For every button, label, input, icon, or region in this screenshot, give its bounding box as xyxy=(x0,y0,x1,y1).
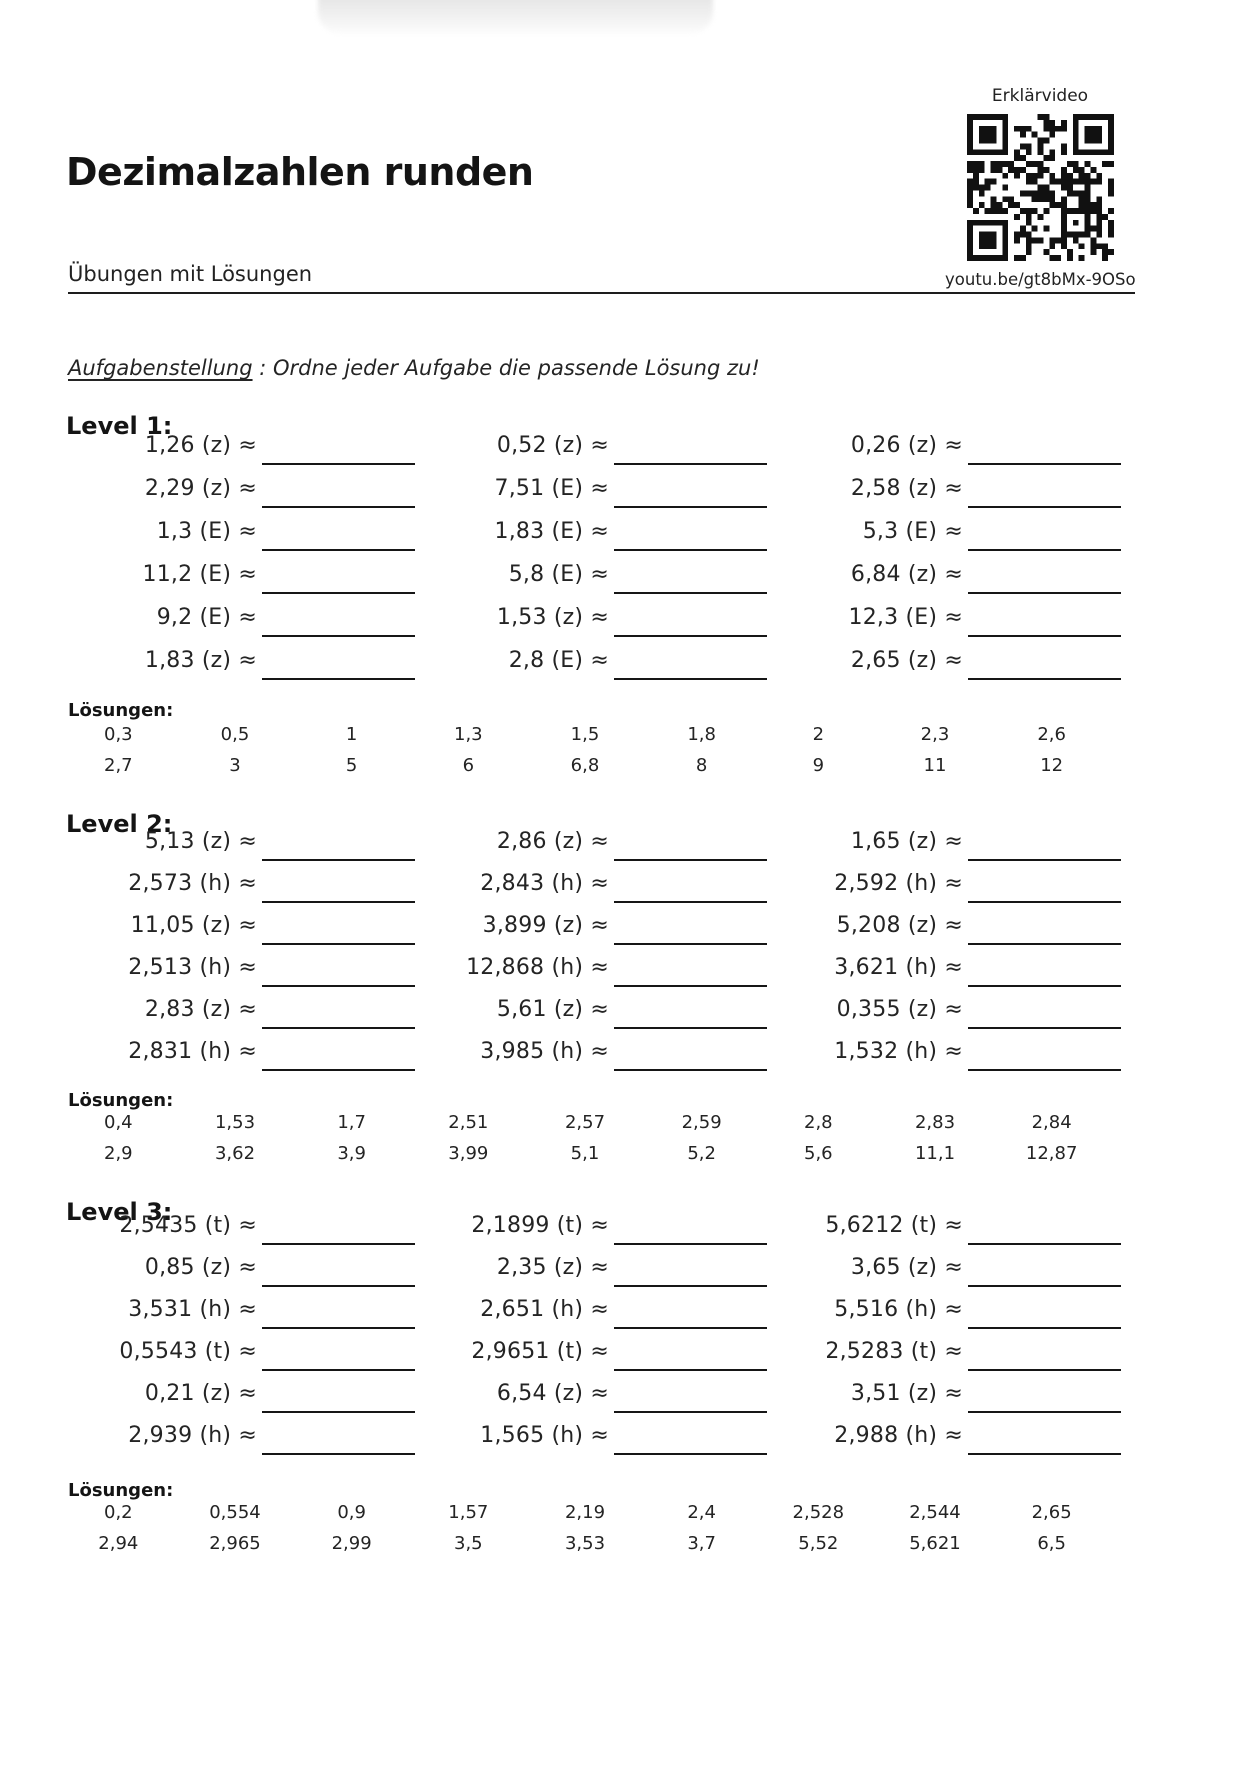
solution-value: 0,4 xyxy=(104,1112,133,1133)
answer-blank xyxy=(968,1027,1121,1029)
exercise-label: 2,988 (h) ≈ xyxy=(834,1423,963,1448)
exercise-label: 3,531 (h) ≈ xyxy=(128,1297,257,1322)
solution-value: 3,9 xyxy=(337,1143,366,1164)
exercise-column xyxy=(420,1206,767,1458)
answer-blank xyxy=(614,1027,767,1029)
exercise-label: 3,65 (z) ≈ xyxy=(850,1255,963,1280)
page-title: Dezimalzahlen runden xyxy=(66,150,534,194)
answer-blank xyxy=(614,1327,767,1329)
exercise-row xyxy=(774,990,1121,1032)
exercise-label: 2,513 (h) ≈ xyxy=(128,955,257,980)
answer-blank xyxy=(968,463,1121,465)
solutions-grid xyxy=(60,1502,1110,1554)
exercise-label: 2,65 (z) ≈ xyxy=(850,648,963,673)
exercise-label: 3,899 (z) ≈ xyxy=(482,913,609,938)
solution-value: 6,5 xyxy=(1037,1533,1066,1554)
answer-blank xyxy=(968,1369,1121,1371)
answer-blank xyxy=(262,592,415,594)
exercise-label: 2,939 (h) ≈ xyxy=(128,1423,257,1448)
answer-blank xyxy=(262,1411,415,1413)
exercise-row xyxy=(420,597,767,640)
solution-value: 5,52 xyxy=(798,1533,839,1554)
exercise-row xyxy=(420,640,767,683)
exercise-label: 2,592 (h) ≈ xyxy=(834,871,963,896)
solution-value: 12,87 xyxy=(1025,1143,1078,1164)
answer-blank xyxy=(614,859,767,861)
exercise-label: 12,868 (h) ≈ xyxy=(466,955,609,980)
answer-blank xyxy=(614,1369,767,1371)
exercise-row xyxy=(420,425,767,468)
answer-blank xyxy=(968,1411,1121,1413)
solution-value: 3 xyxy=(229,755,241,776)
solution-value: 0,5 xyxy=(220,724,250,745)
exercise-row xyxy=(420,1206,767,1248)
exercise-label: 1,65 (z) ≈ xyxy=(850,829,963,854)
answer-blank xyxy=(614,1069,767,1071)
exercise-label: 0,52 (z) ≈ xyxy=(496,433,609,458)
solution-value: 2,83 xyxy=(914,1112,956,1133)
exercise-label: 2,8 (E) ≈ xyxy=(508,648,609,673)
exercise-row xyxy=(68,990,415,1032)
answer-blank xyxy=(614,1243,767,1245)
answer-blank xyxy=(968,1285,1121,1287)
solution-value: 5,621 xyxy=(909,1533,961,1554)
exercise-row xyxy=(68,425,415,468)
solution-value: 2,57 xyxy=(564,1112,606,1133)
instruction-text: : Ordne jeder Aufgabe die passende Lösung zu! xyxy=(252,356,760,380)
answer-blank xyxy=(614,463,767,465)
exercise-row xyxy=(68,554,415,597)
exercise-row xyxy=(420,822,767,864)
solutions-grid xyxy=(60,1112,1110,1164)
answer-blank xyxy=(262,1069,415,1071)
exercise-label: 0,355 (z) ≈ xyxy=(836,997,963,1022)
exercise-row xyxy=(774,906,1121,948)
solutions-label: Lösungen: xyxy=(68,1090,174,1111)
answer-blank xyxy=(262,901,415,903)
exercise-row xyxy=(774,948,1121,990)
exercise-row xyxy=(68,1290,415,1332)
exercise-row xyxy=(420,1290,767,1332)
answer-blank xyxy=(262,635,415,637)
exercise-column xyxy=(68,425,415,683)
exercise-row xyxy=(68,511,415,554)
exercise-label: 5,6212 (t) ≈ xyxy=(825,1213,963,1238)
solution-value: 5,6 xyxy=(804,1143,833,1164)
answer-blank xyxy=(968,506,1121,508)
solution-value: 2,544 xyxy=(909,1502,961,1523)
answer-blank xyxy=(262,549,415,551)
instruction-label: Aufgabenstellung xyxy=(68,356,253,380)
exercise-row xyxy=(774,822,1121,864)
exercise-row xyxy=(774,425,1121,468)
solution-value: 1,3 xyxy=(454,724,483,745)
level-heading: Level 1: xyxy=(66,412,173,440)
qr-code-icon xyxy=(967,114,1114,261)
solution-value: 3,53 xyxy=(564,1533,606,1554)
answer-blank xyxy=(968,1453,1121,1455)
answer-blank xyxy=(262,859,415,861)
exercise-label: 0,26 (z) ≈ xyxy=(850,433,963,458)
exercise-column xyxy=(774,425,1121,683)
answer-blank xyxy=(968,678,1121,680)
answer-blank xyxy=(968,592,1121,594)
exercise-label: 2,1899 (t) ≈ xyxy=(471,1213,609,1238)
solution-value: 3,7 xyxy=(687,1533,716,1554)
exercise-row xyxy=(420,1416,767,1458)
answer-blank xyxy=(262,1285,415,1287)
solution-value: 11,1 xyxy=(914,1143,956,1164)
exercise-column xyxy=(774,1206,1121,1458)
solution-value: 8 xyxy=(695,755,708,776)
exercise-row xyxy=(68,1206,415,1248)
solution-value: 1,8 xyxy=(687,724,716,745)
solutions-label: Lösungen: xyxy=(68,700,174,721)
solution-value: 2,8 xyxy=(804,1112,833,1133)
answer-blank xyxy=(262,678,415,680)
exercise-label: 5,61 (z) ≈ xyxy=(496,997,609,1022)
answer-blank xyxy=(262,1369,415,1371)
exercise-row xyxy=(774,1206,1121,1248)
exercise-column xyxy=(68,822,415,1074)
solution-value: 1,57 xyxy=(448,1502,489,1523)
answer-blank xyxy=(614,901,767,903)
exercise-row xyxy=(420,554,767,597)
answer-blank xyxy=(262,463,415,465)
solutions-grid xyxy=(60,724,1110,776)
exercise-label: 2,831 (h) ≈ xyxy=(128,1039,257,1064)
solution-value: 3,62 xyxy=(214,1143,256,1164)
solution-value: 5 xyxy=(345,755,358,776)
exercise-label: 2,9651 (t) ≈ xyxy=(471,1339,609,1364)
exercise-label: 1,3 (E) ≈ xyxy=(156,519,257,544)
exercise-label: 2,651 (h) ≈ xyxy=(480,1297,609,1322)
answer-blank xyxy=(614,506,767,508)
exercise-label: 1,565 (h) ≈ xyxy=(480,1423,609,1448)
solution-value: 2,65 xyxy=(1031,1502,1072,1523)
solution-value: 2 xyxy=(812,724,825,745)
exercise-column xyxy=(420,425,767,683)
answer-blank xyxy=(968,1327,1121,1329)
exercise-label: 0,21 (z) ≈ xyxy=(144,1381,257,1406)
solution-value: 2,99 xyxy=(331,1533,372,1554)
exercise-label: 5,3 (E) ≈ xyxy=(862,519,963,544)
exercise-label: 7,51 (E) ≈ xyxy=(494,476,609,501)
answer-blank xyxy=(614,678,767,680)
exercise-row xyxy=(68,1374,415,1416)
exercise-row xyxy=(68,1416,415,1458)
solutions-label: Lösungen: xyxy=(68,1480,174,1501)
exercise-label: 5,516 (h) ≈ xyxy=(834,1297,963,1322)
exercise-label: 5,13 (z) ≈ xyxy=(144,829,257,854)
solution-value: 2,528 xyxy=(792,1502,845,1523)
exercise-row xyxy=(68,1032,415,1074)
exercise-row xyxy=(774,1332,1121,1374)
solution-value: 2,965 xyxy=(209,1533,261,1554)
level-heading: Level 3: xyxy=(66,1198,173,1226)
solution-value: 2,51 xyxy=(448,1112,489,1133)
exercise-label: 6,54 (z) ≈ xyxy=(496,1381,609,1406)
solution-value: 11 xyxy=(923,755,947,776)
task-instruction xyxy=(68,356,760,380)
exercise-label: 2,843 (h) ≈ xyxy=(480,871,609,896)
solution-value: 2,9 xyxy=(104,1143,133,1164)
exercise-column xyxy=(420,822,767,1074)
exercise-row xyxy=(68,1248,415,1290)
exercise-label: 1,83 (E) ≈ xyxy=(494,519,609,544)
exercise-label: 5,208 (z) ≈ xyxy=(836,913,963,938)
exercise-row xyxy=(774,1290,1121,1332)
exercise-row xyxy=(774,468,1121,511)
answer-blank xyxy=(614,1411,767,1413)
solution-value: 3,5 xyxy=(454,1533,483,1554)
exercise-label: 0,5543 (t) ≈ xyxy=(119,1339,257,1364)
exercise-label: 2,86 (z) ≈ xyxy=(496,829,609,854)
answer-blank xyxy=(262,985,415,987)
exercise-row xyxy=(68,906,415,948)
answer-blank xyxy=(968,1069,1121,1071)
solution-value: 2,59 xyxy=(681,1112,722,1133)
answer-blank xyxy=(614,1453,767,1455)
exercise-label: 2,35 (z) ≈ xyxy=(496,1255,609,1280)
exercise-row xyxy=(68,864,415,906)
exercise-row xyxy=(420,1332,767,1374)
answer-blank xyxy=(262,1027,415,1029)
exercise-label: 2,5435 (t) ≈ xyxy=(119,1213,257,1238)
exercise-label: 2,58 (z) ≈ xyxy=(850,476,963,501)
solution-value: 1,5 xyxy=(570,724,600,745)
answer-blank xyxy=(968,985,1121,987)
exercise-label: 11,05 (z) ≈ xyxy=(130,913,257,938)
exercise-label: 2,29 (z) ≈ xyxy=(144,476,257,501)
exercise-row xyxy=(774,597,1121,640)
exercise-label: 2,83 (z) ≈ xyxy=(144,997,257,1022)
exercise-row xyxy=(774,864,1121,906)
video-url: youtu.be/gt8bMx-9OSo xyxy=(945,270,1136,289)
answer-blank xyxy=(614,943,767,945)
exercise-row xyxy=(420,1032,767,1074)
header-rule xyxy=(68,292,1135,294)
solution-value: 0,9 xyxy=(337,1502,366,1523)
exercise-row xyxy=(420,1374,767,1416)
solution-value: 2,7 xyxy=(104,755,133,776)
exercise-label: 11,2 (E) ≈ xyxy=(142,562,257,587)
exercise-row xyxy=(420,468,767,511)
subtitle: Übungen mit Lösungen xyxy=(68,262,313,286)
exercise-row xyxy=(68,822,415,864)
scan-artifact xyxy=(318,0,713,34)
exercise-label: 12,3 (E) ≈ xyxy=(848,605,963,630)
solution-value: 0,554 xyxy=(209,1502,261,1523)
solution-value: 2,6 xyxy=(1037,724,1066,745)
exercise-label: 0,85 (z) ≈ xyxy=(144,1255,257,1280)
answer-blank xyxy=(614,985,767,987)
exercise-label: 3,51 (z) ≈ xyxy=(850,1381,963,1406)
answer-blank xyxy=(262,943,415,945)
exercise-label: 5,8 (E) ≈ xyxy=(508,562,609,587)
exercise-column xyxy=(774,822,1121,1074)
answer-blank xyxy=(262,506,415,508)
exercise-row xyxy=(774,554,1121,597)
exercise-row xyxy=(420,906,767,948)
solution-value: 5,2 xyxy=(687,1143,716,1164)
level-heading: Level 2: xyxy=(66,810,173,838)
exercise-row xyxy=(420,511,767,554)
solution-value: 1,7 xyxy=(337,1112,366,1133)
exercise-row xyxy=(774,1032,1121,1074)
answer-blank xyxy=(968,635,1121,637)
exercise-row xyxy=(774,1416,1121,1458)
exercise-label: 1,26 (z) ≈ xyxy=(144,433,257,458)
answer-blank xyxy=(614,549,767,551)
exercise-row xyxy=(420,948,767,990)
exercise-label: 1,53 (z) ≈ xyxy=(496,605,609,630)
exercise-row xyxy=(420,864,767,906)
solution-value: 2,3 xyxy=(920,724,950,745)
solution-value: 1 xyxy=(345,724,358,745)
exercise-label: 1,532 (h) ≈ xyxy=(834,1039,963,1064)
solution-value: 0,2 xyxy=(104,1502,133,1523)
solution-value: 2,84 xyxy=(1031,1112,1072,1133)
exercise-column xyxy=(68,1206,415,1458)
exercise-row xyxy=(420,1248,767,1290)
exercise-row xyxy=(68,1332,415,1374)
exercise-label: 3,985 (h) ≈ xyxy=(480,1039,609,1064)
answer-blank xyxy=(614,635,767,637)
answer-blank xyxy=(262,1327,415,1329)
answer-blank xyxy=(968,901,1121,903)
solution-value: 2,94 xyxy=(98,1533,139,1554)
answer-blank xyxy=(968,549,1121,551)
solution-value: 5,1 xyxy=(570,1143,600,1164)
qr-caption: Erklärvideo xyxy=(991,86,1089,106)
exercise-label: 2,573 (h) ≈ xyxy=(128,871,257,896)
exercise-label: 6,84 (z) ≈ xyxy=(850,562,963,587)
exercise-row xyxy=(774,1248,1121,1290)
solution-value: 0,3 xyxy=(104,724,133,745)
exercise-label: 9,2 (E) ≈ xyxy=(156,605,257,630)
exercise-label: 3,621 (h) ≈ xyxy=(834,955,963,980)
exercise-row xyxy=(774,1374,1121,1416)
exercise-label: 1,83 (z) ≈ xyxy=(144,648,257,673)
solution-value: 1,53 xyxy=(214,1112,256,1133)
solution-value: 6,8 xyxy=(570,755,600,776)
exercise-row xyxy=(774,511,1121,554)
solution-value: 2,19 xyxy=(564,1502,606,1523)
exercise-row xyxy=(68,597,415,640)
qr-block xyxy=(945,86,1135,289)
solution-value: 3,99 xyxy=(448,1143,489,1164)
exercise-row xyxy=(420,990,767,1032)
solution-value: 9 xyxy=(812,755,825,776)
answer-blank xyxy=(262,1243,415,1245)
exercise-label: 2,5283 (t) ≈ xyxy=(825,1339,963,1364)
answer-blank xyxy=(968,859,1121,861)
solution-value: 6 xyxy=(462,755,475,776)
exercise-row xyxy=(68,948,415,990)
solution-value: 2,4 xyxy=(687,1502,716,1523)
answer-blank xyxy=(614,592,767,594)
exercise-row xyxy=(774,640,1121,683)
answer-blank xyxy=(968,943,1121,945)
answer-blank xyxy=(262,1453,415,1455)
answer-blank xyxy=(614,1285,767,1287)
exercise-row xyxy=(68,468,415,511)
exercise-row xyxy=(68,640,415,683)
answer-blank xyxy=(968,1243,1121,1245)
solution-value: 12 xyxy=(1040,755,1064,776)
